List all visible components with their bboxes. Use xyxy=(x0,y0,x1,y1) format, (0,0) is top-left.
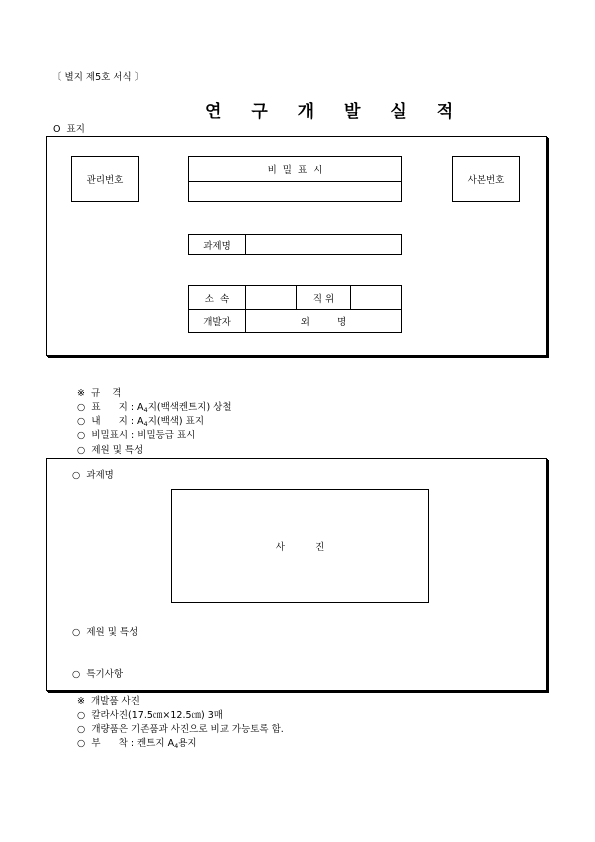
affiliation-value-cell xyxy=(245,285,297,310)
photo-sample-box xyxy=(46,458,547,691)
photo-note-color: ○ 칼라사진(17.5㎝×12.5㎝) 3매 xyxy=(77,710,223,721)
spec-features-line: ○ 제원 및 특성 xyxy=(77,445,144,456)
photo-specs-features: ○ 제원 및 특성 xyxy=(72,627,139,638)
management-number-box: 관리번호 xyxy=(71,156,139,202)
form-number-label: 〔 별지 제5호 서식 〕 xyxy=(52,72,145,83)
developer-others-cell: 외 명 xyxy=(245,309,402,333)
cover-sample-box xyxy=(46,136,547,356)
affiliation-label-cell: 소 속 xyxy=(188,285,246,310)
photo-note-comparison: ○ 개량품은 기존품과 사진으로 비교 가능토록 함. xyxy=(77,724,284,735)
cover-section-label: O 표지 xyxy=(53,124,85,135)
position-value-cell xyxy=(350,285,402,310)
spec-secret-line: ○ 비밀표시 : 비밀등급 표시 xyxy=(77,430,196,441)
secret-mark-value-box xyxy=(188,181,402,202)
serial-number-box: 사본번호 xyxy=(452,156,520,202)
spec-cover-line: ○ 표 지 : $A_4$지(백색켄트지) 상철 xyxy=(77,402,232,414)
project-name-label-cell: 과제명 xyxy=(188,234,246,255)
photo-project-name: ○ 과제명 xyxy=(72,470,114,481)
developer-label-cell: 개발자 xyxy=(188,309,246,333)
position-label-cell: 직 위 xyxy=(296,285,351,310)
photo-special-notes: ○ 특기사항 xyxy=(72,669,124,680)
secret-mark-box: 비 밀 표 시 xyxy=(188,156,402,182)
project-name-value-cell xyxy=(245,234,402,255)
photo-notes-heading: ※ 개발품 사진 xyxy=(77,696,140,707)
page-title: 연 구 개 발 실 적 xyxy=(205,102,466,122)
specs-heading: ※ 규 격 xyxy=(77,388,122,399)
photo-note-attach: ○ 부 착 : 켄트지 $A_4$용지 xyxy=(77,738,197,750)
spec-inner-line: ○ 내 지 : $A_4$지(백색) 표지 xyxy=(77,416,205,428)
photo-placeholder: 사 진 xyxy=(171,489,429,603)
